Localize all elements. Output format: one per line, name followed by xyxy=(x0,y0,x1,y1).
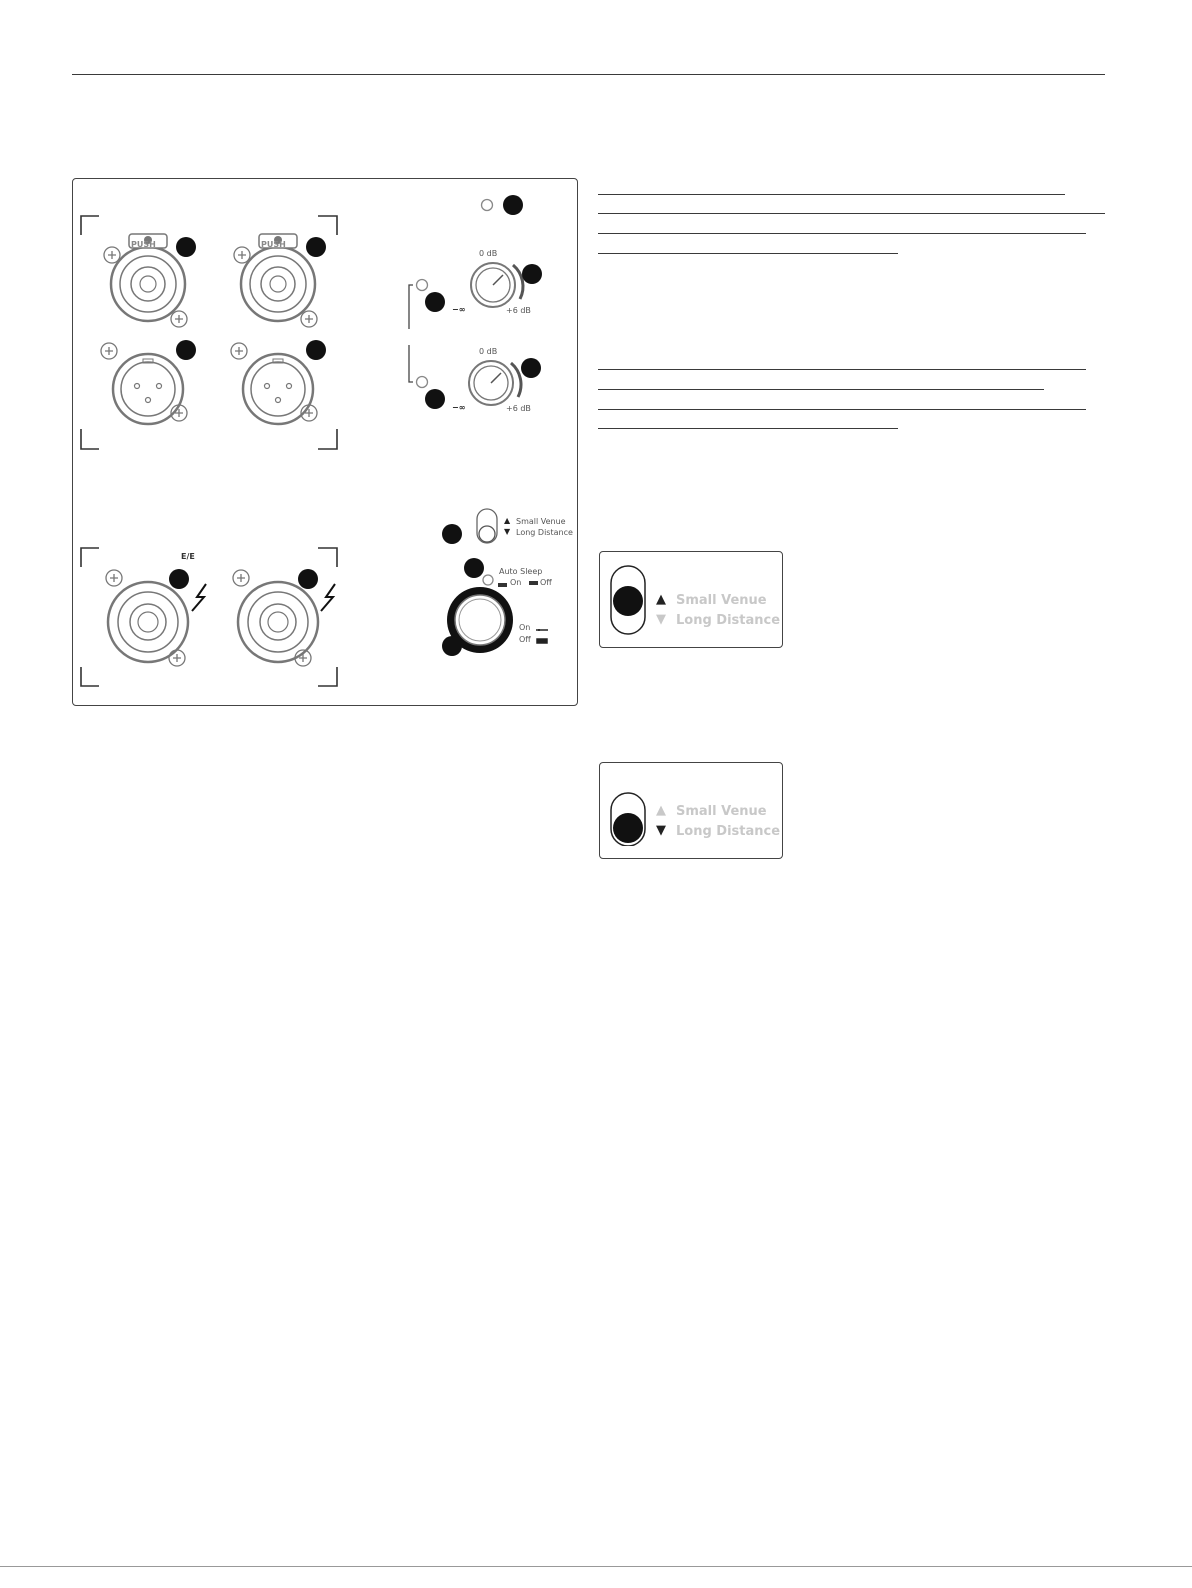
switch-icon xyxy=(610,565,650,635)
callout-marker xyxy=(298,569,318,589)
callout-marker xyxy=(464,558,484,578)
power-switch-legend xyxy=(536,629,548,643)
state1-down-symbol: ▼ xyxy=(656,612,666,627)
text-line xyxy=(598,233,1086,234)
gain-2-top-label: 0 dB xyxy=(479,347,498,356)
callout-marker xyxy=(176,340,196,360)
gain-knob-2 xyxy=(469,361,521,405)
switch-icon xyxy=(610,776,650,846)
state1-up-symbol: ▲ xyxy=(656,592,666,607)
mode-up-symbol: ▲ xyxy=(504,516,511,525)
text-line xyxy=(598,389,1044,390)
state1-small-venue-label: Small Venue xyxy=(676,593,767,608)
callout-marker xyxy=(425,389,445,409)
callout-marker xyxy=(169,569,189,589)
callout-marker xyxy=(522,264,542,284)
auto-sleep-on-label: On xyxy=(510,578,522,587)
callout-marker xyxy=(442,524,462,544)
callout-marker xyxy=(442,636,462,656)
text-line xyxy=(598,213,1105,214)
mode-down-label: Long Distance xyxy=(516,528,573,537)
state2-small-venue-label: Small Venue xyxy=(676,804,767,819)
gain-1-min-label: −∞ xyxy=(452,305,466,314)
gain-group-bracket xyxy=(409,285,413,382)
xlr-jack-1 xyxy=(101,343,187,424)
push-label-2: PUSH xyxy=(261,240,286,249)
signal-led-2 xyxy=(417,377,428,388)
text-line xyxy=(598,428,898,429)
footer-rule xyxy=(0,1566,1192,1567)
gain-2-min-label: −∞ xyxy=(452,403,466,412)
rear-panel-drawing xyxy=(73,179,579,707)
callout-marker xyxy=(306,340,326,360)
hazard-bolt-icon xyxy=(321,584,335,611)
auto-sleep-led xyxy=(483,575,493,585)
power-led xyxy=(482,200,493,211)
callout-marker xyxy=(306,237,326,257)
push-label-1: PUSH xyxy=(131,240,156,249)
callout-marker xyxy=(176,237,196,257)
auto-sleep-off-label: Off xyxy=(540,578,552,587)
text-line xyxy=(598,194,1065,195)
state1-long-distance-label: Long Distance xyxy=(676,613,781,628)
callout-marker xyxy=(521,358,541,378)
hazard-bolt-icon xyxy=(192,584,206,611)
callout-marker xyxy=(503,195,523,215)
rear-panel-diagram xyxy=(72,178,578,706)
mode-down-symbol: ▼ xyxy=(504,527,511,536)
state2-down-symbol: ▼ xyxy=(656,823,666,838)
auto-sleep-label: Auto Sleep xyxy=(499,567,543,576)
switch-state-long-distance xyxy=(599,762,783,859)
text-line xyxy=(598,253,898,254)
text-line xyxy=(598,409,1086,410)
switch-state-small-venue xyxy=(599,551,783,648)
mode-up-label: Small Venue xyxy=(516,517,566,526)
gain-1-max-label: +6 dB xyxy=(506,306,531,315)
signal-led-1 xyxy=(417,280,428,291)
state2-long-distance-label: Long Distance xyxy=(676,824,781,839)
speakon-label: E/E xyxy=(181,552,195,561)
xlr-jack-2 xyxy=(231,343,317,424)
power-off-label: Off xyxy=(519,635,531,644)
state2-up-symbol: ▲ xyxy=(656,803,666,818)
header-rule xyxy=(72,74,1105,75)
callout-marker xyxy=(425,292,445,312)
text-line xyxy=(598,369,1086,370)
gain-knob-1 xyxy=(471,263,523,307)
power-on-label: On xyxy=(519,623,531,632)
gain-1-top-label: 0 dB xyxy=(479,249,498,258)
gain-2-max-label: +6 dB xyxy=(506,404,531,413)
